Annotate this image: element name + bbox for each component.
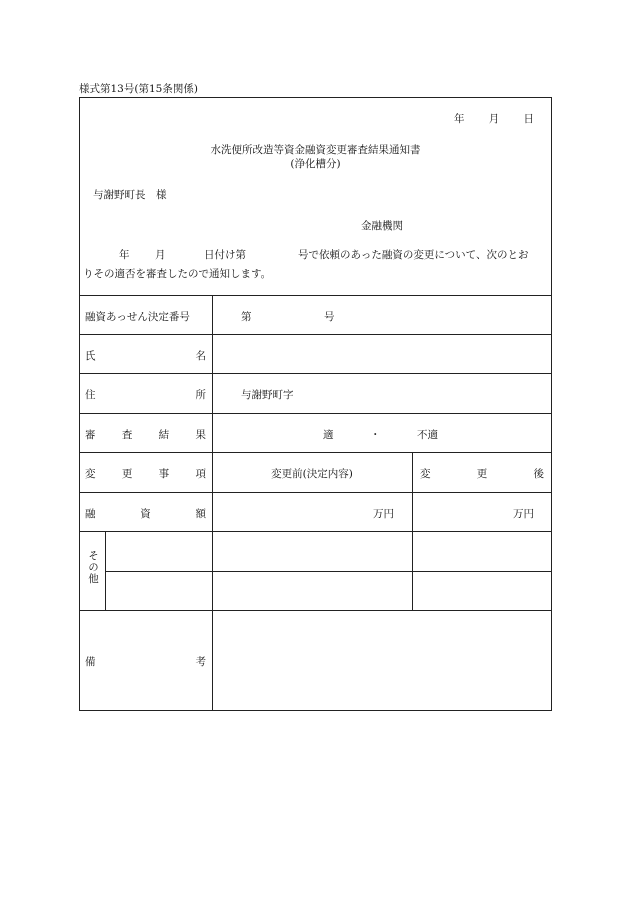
column-divider bbox=[212, 295, 213, 711]
result-separator: ・ bbox=[370, 429, 381, 441]
address-label: 住 所 bbox=[85, 389, 206, 401]
row-divider bbox=[79, 531, 552, 532]
row-divider bbox=[79, 295, 552, 296]
column-divider bbox=[105, 531, 106, 610]
amount-unit-before: 万円 bbox=[373, 508, 394, 520]
body-text-line1: 号で依頼のあった融資の変更について、次のとお bbox=[298, 249, 529, 261]
review-result-label: 審 査 結 果 bbox=[85, 429, 206, 441]
date-line bbox=[454, 111, 534, 126]
loan-amount-label: 融 資 額 bbox=[85, 508, 206, 520]
document-title: 水洗便所改造等資金融資変更審査結果通知書 bbox=[210, 144, 421, 156]
row-divider bbox=[79, 413, 552, 414]
row-divider bbox=[79, 334, 552, 335]
amount-unit-after: 万円 bbox=[513, 508, 534, 520]
row-divider bbox=[79, 452, 552, 453]
decision-number-go: 号 bbox=[324, 311, 335, 323]
before-change-header: 変更前(決定内容) bbox=[271, 468, 353, 480]
decision-number-label: 融資あっせん決定番号 bbox=[85, 311, 190, 323]
row-divider bbox=[79, 492, 552, 493]
date-year: 年 bbox=[454, 113, 465, 125]
body-year: 年 bbox=[119, 249, 130, 261]
addressee: 与謝野町長 様 bbox=[93, 189, 167, 201]
document-subtitle: (浄化槽分) bbox=[290, 158, 341, 170]
decision-number-dai: 第 bbox=[241, 311, 252, 323]
remarks-label: 備 考 bbox=[85, 656, 206, 668]
name-label: 氏 名 bbox=[85, 350, 206, 362]
financial-institution-label: 金融機関 bbox=[361, 220, 403, 232]
other-label: その他 bbox=[87, 550, 99, 585]
after-change-header: 変 更 後 bbox=[420, 468, 544, 480]
date-month: 月 bbox=[488, 113, 500, 125]
row-divider bbox=[79, 610, 552, 611]
body-day-reference: 日付け第 bbox=[204, 249, 246, 261]
body-month: 月 bbox=[155, 249, 166, 261]
date-day: 日 bbox=[523, 113, 534, 125]
address-value: 与謝野町字 bbox=[241, 389, 294, 401]
column-divider bbox=[412, 452, 413, 610]
row-divider bbox=[79, 373, 552, 374]
form-number-label: 様式第13号(第15条関係) bbox=[79, 83, 198, 95]
change-items-label: 変 更 事 項 bbox=[85, 468, 206, 480]
result-rejected: 不適 bbox=[417, 429, 438, 441]
result-approved: 適 bbox=[323, 429, 334, 441]
body-text-line2: りその適否を審査したので通知します。 bbox=[83, 268, 272, 280]
row-divider bbox=[105, 571, 552, 572]
